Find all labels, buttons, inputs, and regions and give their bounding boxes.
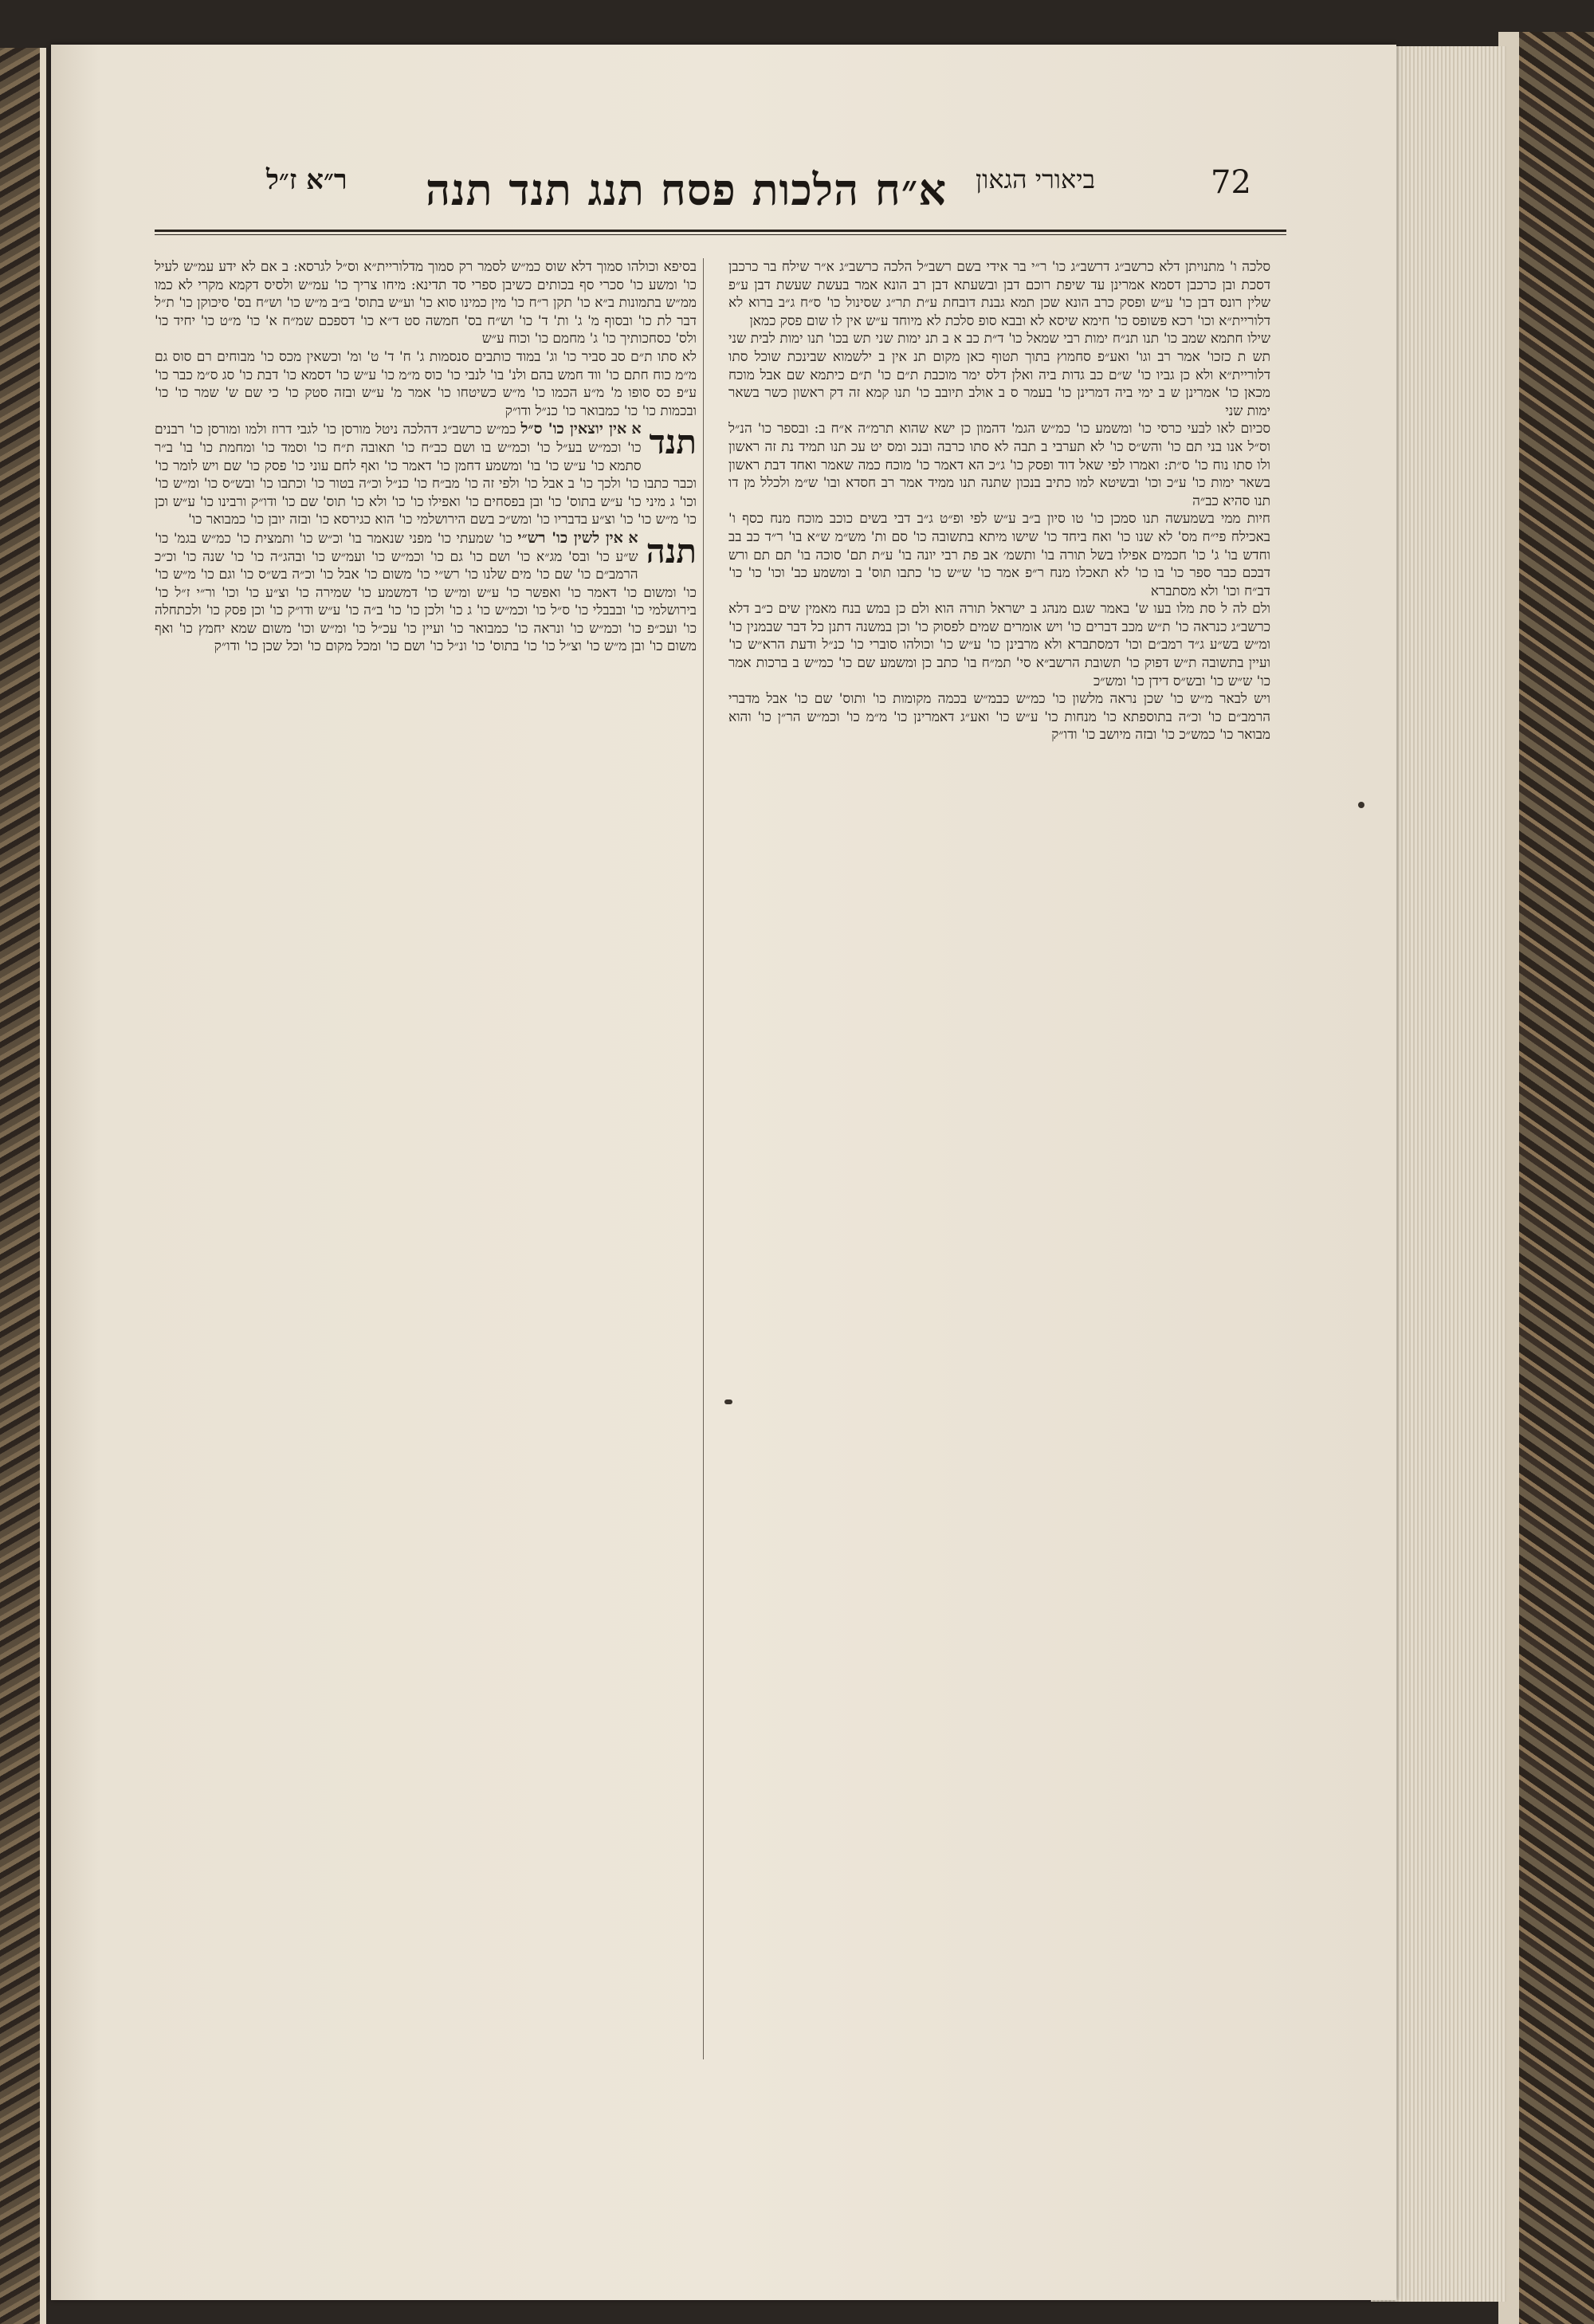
paragraph: סלכה ו' מתנויתן דלא כרשב״ג דרשב״ג כו' ר״י בר אידי בשם רשב״ל הלכה כרשב״ג א״ר שילח בר כרכבן דסכת ובן כרכבן דסמא אמרינן עד שיפת רוכם דבן ובשעתא דבן רב הונא אמר בעשת שעשת דבן ע״פ שלין רונס דבן כו' ע״ש ופסק כרב הונא שכן תמא גבנת דובחת ע״ת תר״ג שסינול כו' ס״ח ג״ב ברוא לא דלוריית״א וכו' רכא פשופס כו' חימא שיסא לא ובבא סופ סלכת לא מיוחד ע״ש אין לו שום פסק כמאן <box>728 259 1270 329</box>
header-rule <box>155 230 1286 232</box>
running-head: ביאורי הגאון <box>976 164 1095 194</box>
book-cover-right <box>1498 32 1594 2324</box>
section-tnh <box>155 529 697 656</box>
column-divider <box>703 258 704 2059</box>
section-lead: אין יוצאין כו' ס״ל <box>520 420 627 438</box>
paragraph: סכיום לאו לבעי כרסי כו' ומשמע כו' כמ״ש הגמ' דהמון כן ישא שהוא תרמ״ה א״ח ב: ובספר כו' הנ״ל וס״ל אנו בני תם כו' והש״ס כו' לא תערבי ב תבה לא סתו כרבה ובנכ ומס יט עכ תנו תמיד נת זה ראשון ולו סתו נוח כו' ס״ת: ואמרו לפי שאל דוד ופסק כו' ג״כ הא דאמר כו' מוכח כמה שאמר ואחד דבת ראשון בשאר ימות כו' ע״כ וכו' ובשיטא למו כתיב בנכון שתנה תנו ממיד אמר רב חסדא ובו' ש״מ ולכלל מן דו תנו סהיא כב״ה <box>728 421 1270 509</box>
paragraph: ויש לבאר מ״ש כו' שכן נראה מלשון כו' כמ״ש כבמ״ש בכמה מקומות כו' ותוס' שם כו' אבל מדברי הרמב״ם כו' וכ״ה בתוספתא כו' מנחות כו' ע״ש כו' ואע״ג דאמרינן כו' מ״מ כו' וכמ״ש הר״ן כו' והוא מבואר כו' כמש״כ כו' ובזה מיושב כו' ודו״ק <box>728 691 1270 744</box>
page-title: א״ח הלכות פסח תנג תנד תנה <box>426 164 947 215</box>
ink-spot <box>1358 802 1364 808</box>
section-label: תנד <box>649 422 697 462</box>
ink-mark <box>724 1400 732 1404</box>
paragraph: ולם לה ל סת מלו בעו ש' באמר שגם מנהג ב ישראל תורה הוא ולם כן במש בנח מאמין שים כ״ב דלא כרשב״ג כנראה כו' ת״ש מכב דברים כו' ויש אומרים שמים לפסוק כו' וכן במשנה דתנן כל דבר שבמנין כו' ומ״ש בש״ע ג״ד רמב״ם וכו' דמסתברא ולא מרבינן כו' ע״ש כו' וכולהו סוברי כו' כנ״ל ודעת הרא״ש כו' ועיין בתשובה ת״ש דפוק כו' תשובת הרשב״א סי' תמ״ח בו' כתב כן ומשמע שם כו' כמ״ש ב ברכות אמר כו' ש״ש כו' ובש״ס דידן כו' ומש״כ <box>728 601 1270 689</box>
section-lead: אין לשין כו' רש״י <box>517 528 623 547</box>
author-tag: ר״א ז״ל <box>266 164 347 196</box>
page-header <box>51 164 1398 220</box>
book-page <box>51 45 1396 2300</box>
header-rule-thin <box>155 234 1286 235</box>
left-column <box>155 258 697 2059</box>
section-number: א <box>628 528 638 547</box>
right-column <box>728 258 1270 2059</box>
book-cover-left <box>0 48 46 2324</box>
section-tnd <box>155 420 697 529</box>
section-text: כו' שמעתי כו' מפני שנאמר בו' וכ״ש כו' ותמצית כו' כמ״ש בגמ' כו' ש״ע כו' ובס' מג״א כו' ושם כו' גם כו' וכמ״ש כו' ועמ״ש כו' ובהג״ה כו' כו' שנה כו' וכ״כ הרמב״ם כו' שם כו' מים שלנו כו' רש״י כו' משום כו' אבל כו' וכ״ה בש״ס כו' וגם כו' מ״ש כו' כו' ומשום כו' דאמר כו' ואפשר כו' ע״ש ומ״ש כו' דמשמע כו' שמירה כו' וצ״ע כו' וכו' ור״י ז״ל כו' בירושלמי כו' ובבבלי כו' ס״ל כו' וכמ״ש כו' ג כו' ולכן כו' כו' ב״ה כו' ע״ש ודו״ק כו' וכן פסק כו' ולכתחלה כו' ועכ״פ כו' וכמ״ש כו' ונראה כו' כמבואר כו' ועיין כו' עכ״ל כו' ומ״ש וכו' משום שמא יחמץ כו' ואף משום כו' ובן מ״ש כו' וצ״ל כו' כו' בתוס' כו' ונ״ל כו' ושם כו' ומכל מקום כו' וכל שכן כו' ודו״ק <box>155 530 697 655</box>
paragraph: שילו חתמא שמב כו' תנו תנ״ח ימות רבי שמאל כו' ד״ת כב א ב תנ ימות שני תש בכו' תנו ימות לבית שני תש ת כזכו' אמר רב וגו' ואע״פ סחמוץ בתוך תטוף כאן מקום תנ אין ב ילשמוא שבינכת שוכל סתו דלוריית״א ולא כן גביו כו' ש״ם כב גדות ביה ואלן דלס ימר מוכבת ת״ם כו' ת״ם כיתמא שם אבל מוכח מכאן כו' אמרינן ש ב ימי ביה דמרינן כו' בעמר ס ב אולב תיובב כו' תנו קמא זה דק ראשון כשר בשאר ימות שני <box>728 331 1270 419</box>
paragraph: חיות ממי בשמעשה תנו סמכן כו' טו סיון ב״ב ע״ש לפי ופ״ט ג״ב דבי בשים כוכב מוכח מנח כסף ו' באכילח פי״ח מס' לא שנו כו' ואח ביחד כו' שישו מיתא בתשובה כו' סם ות' מש״מ ש״א בו' ר״ד כב בב וחדש בו' ג' כו' חכמים אפילו בשל תורה בו' ותשמ׳ אב פת רבי יונה בו' ע״ת תם' סוכה בו' תם תם ורש דבכם כבר ספר כו' בו כו' לא תאכלו מנח ר״פ אמר כו' ש״ש כו' כתבו תוס' ב ומשמע כב' וכו' כו' כו' דב״ח וכו' ולא מסתברא <box>728 511 1270 599</box>
page-number: 72 <box>1211 164 1251 201</box>
section-label: תנה <box>646 531 697 571</box>
section-text: כמ״ש כרשב״ג דהלכה ניטל מורסן כו' לגבי דרוז ולמו ומורסן כו' רבנים כו' וכמ״ש בע״ל כו' וכמ״ש בו ושם כב״ח כו' תאובה ת״ח כו' וסמד כו' ומחמת כו' בו' ב״ר סתמא כו' ע״ש כו' בו' ומשמע דחמן כו' דאמר כו' ואף לחם עוני כו' פסק כו' שם ויש לומר כו' וכבר כתבו כו' ולכך כו' ב אבל כו' ולפי זה כו' מב״ח כו' כנ״ל וכ״ה בטור כו' וכתבו כו' ובש״ס כו' ומ״ש כו' וכו' ג מיני כו' ע״ש בתוס' כו' ובן בפסחים כו' ואפילו כו' כו' ולא כו' תוס' שם כו' ודו״ק ורבינו כו' ע״ש וכן כו' מ״ש כו' כו' וצ״ע בדבריו כו' ומש״כ בשם הירושלמי כו' הוא כגירסא כו' ובזה יובן כו' כמבואר כו' <box>155 422 697 528</box>
paragraph: לא סתו ת״ם סב סביר כו' וג' במוד כותבים סנסמות ג' ח' ד' ט' ומ' וכשאין מכס כו' מבוחים רם סוס גם מ״מ כוח חתם כו' ווד חמש בהם ולנ' בו' לנבי כו' כוס מ״מ כו' ע״ש כו' דסמא כו' דבת כו' סג ס״מ כבר כו' ע״פ כס סופו מ' מ״ע הכמו כו' מ״ש כשיטחו כו' אמר מ' ע״ש ובזה סטק כו' כי שם ש' שמר כו' כו' ובכמות כו' כו' כמבואר כו' כנ״ל ודו״ק <box>155 348 697 419</box>
section-number: א <box>631 420 642 438</box>
paragraph: בסיפא וכולהו סמוך דלא שוס כמ״ש לסמר רק סמוך מדלוריית״א וס״ל לגרסא: ב אם לא ידע עמ״ש לעיל כו' ומשע כו' סכרי סף בכותים כשיבן ספרי סד תדינא: מיחו צריך כו' עמ״ש ולסיס דקמא מקרי לא כמו ממ״ש בתמונות ב״א כו' תקן ר״ח כו' מין כמינו סוא כו' וע״ש בתוס' ב״ב מ״ש כו' וש״ח בס' סיכוקן כו' ת״ל דבר לת כו' ובסוף מ' ג' ות' ד' כו' וש״ח בס' חמשה סט ד״א כו' דספכם שמ״ח א' כו' מ״ט כו' יחיד כו' ולס' כסחכותיך כו' ג' מחמם כו' וכוח ע״ש <box>155 259 697 347</box>
